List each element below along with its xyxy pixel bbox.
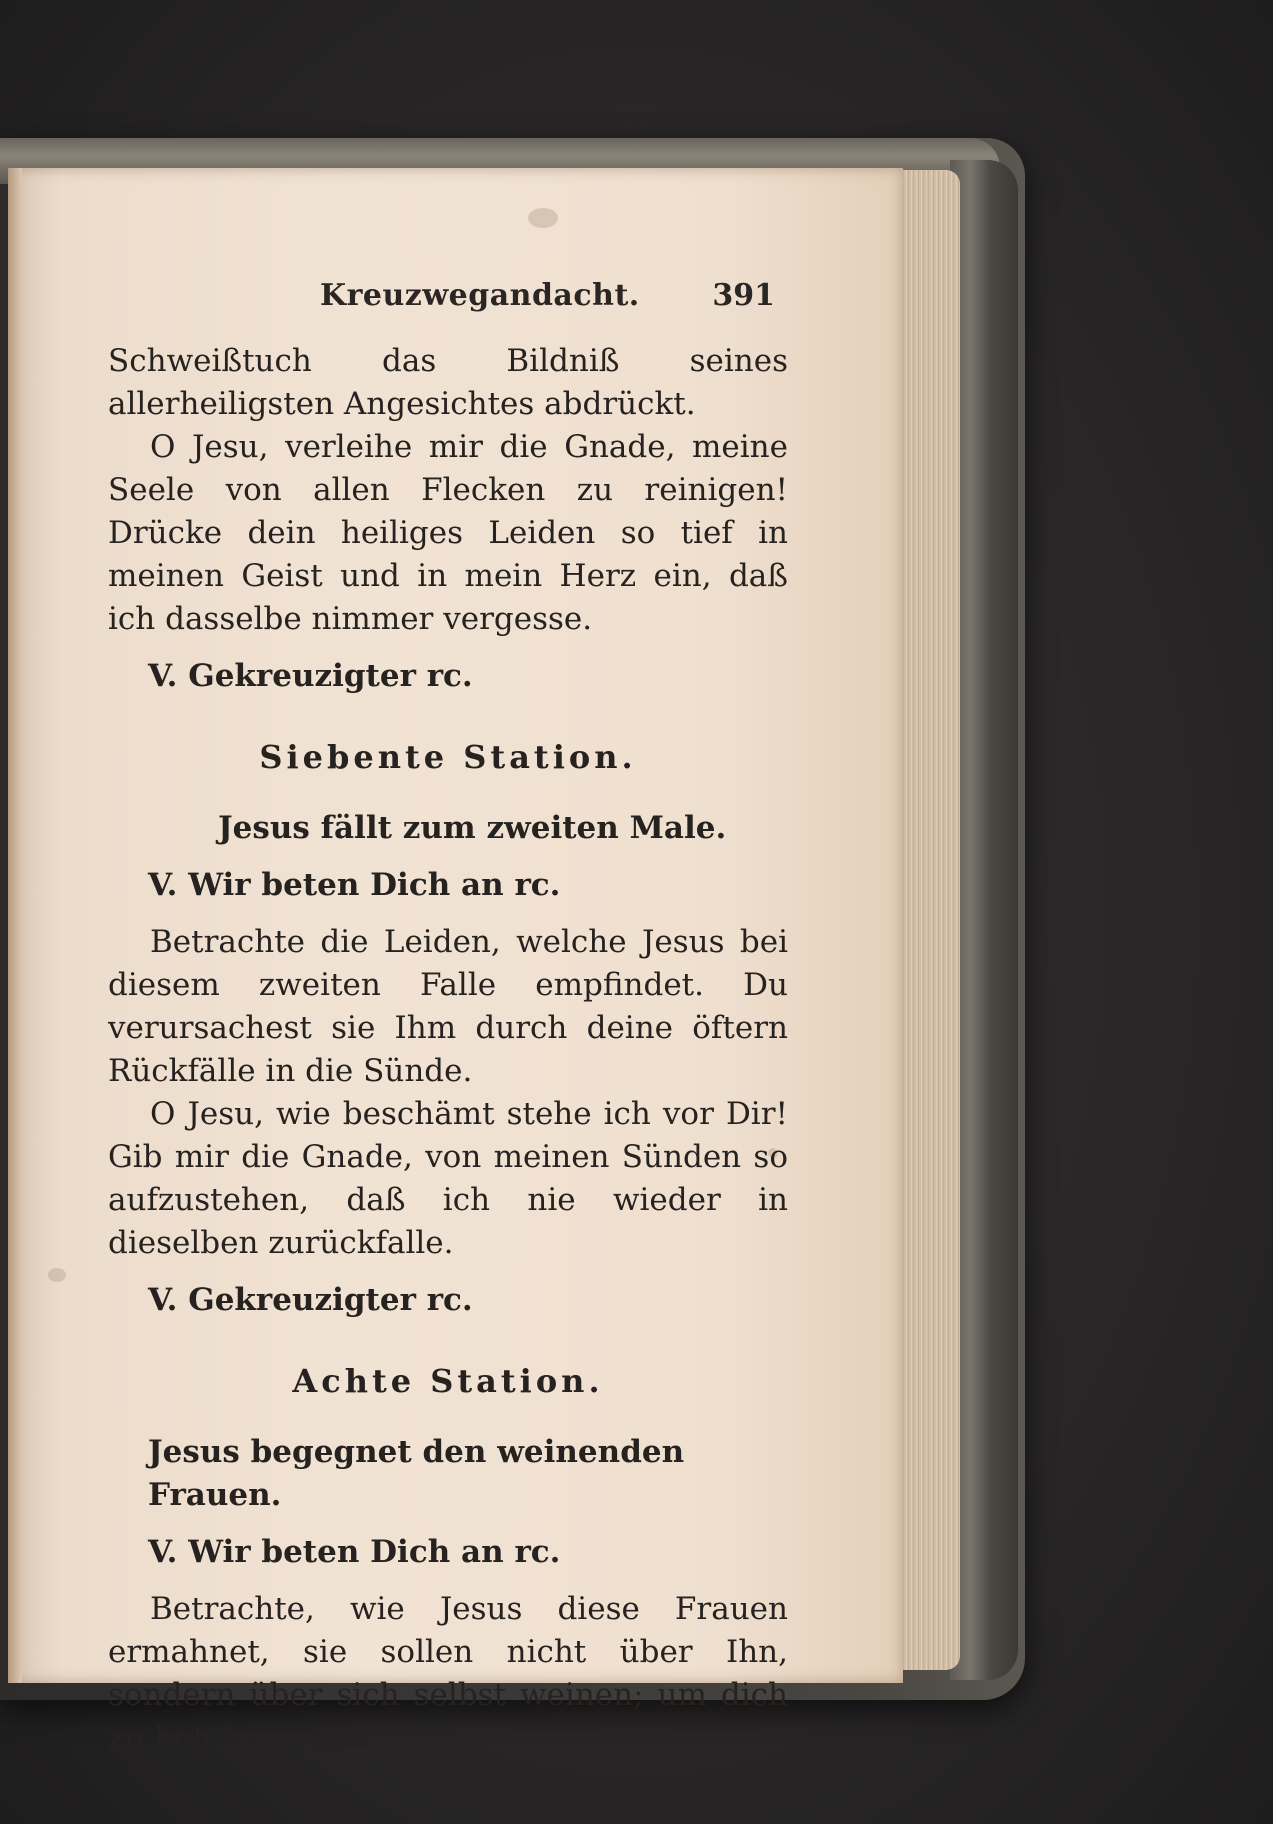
book-spine-edge [950, 160, 1018, 1680]
paragraph: Betrachte die Leiden, welche Jesus bei diesem zweiten Falle empfindet. Du verursachest sie Ihm durch deine öftern Rückfälle in die Sünde. [108, 924, 788, 1089]
paragraph: Schweißtuch das Bildniß seines allerheiligsten Angesichtes abdrückt. [108, 343, 788, 422]
station-heading: Siebente Station. [259, 738, 637, 776]
running-title: Kreuzwegandacht. [320, 278, 640, 313]
station-heading: Achte Station. [292, 1362, 604, 1400]
paper-stain [48, 1268, 66, 1282]
paragraph: O Jesu, wie beschämt stehe ich vor Dir! Gib mir die Gnade, von meinen Sünden so aufzustehen, daß ich nie wieder in dieselben zurückfalle. [108, 1096, 788, 1261]
page-header [320, 278, 775, 318]
station-subheading: Jesus begegnet den weinenden Frauen. [148, 1434, 685, 1513]
page-text [108, 340, 788, 1760]
paragraph: O Jesu, verleihe mir die Gnade, meine Seele von allen Flecken zu reinigen! Drücke dein heiliges Leiden so tief in meinen Geist und in mein Herz ein, daß ich dasselbe nimmer vergesse. [108, 429, 788, 637]
page-number: 391 [712, 278, 775, 313]
versicle: V. Wir beten Dich an rc. [148, 867, 561, 903]
versicle: V. Wir beten Dich an rc. [148, 1534, 561, 1570]
page-gutter [8, 168, 22, 1683]
versicle: V. Gekreuzigter rc. [148, 658, 473, 694]
paragraph: Betrachte, wie Jesus diese Frauen ermahnet, sie sollen nicht über Ihn, sondern über sich selbst weinen; um dich zu belehren, daß [108, 1591, 788, 1756]
station-subheading: Jesus fällt zum zweiten Male. [218, 810, 727, 846]
paper-stain [528, 208, 558, 228]
versicle: V. Gekreuzigter rc. [148, 1282, 473, 1318]
